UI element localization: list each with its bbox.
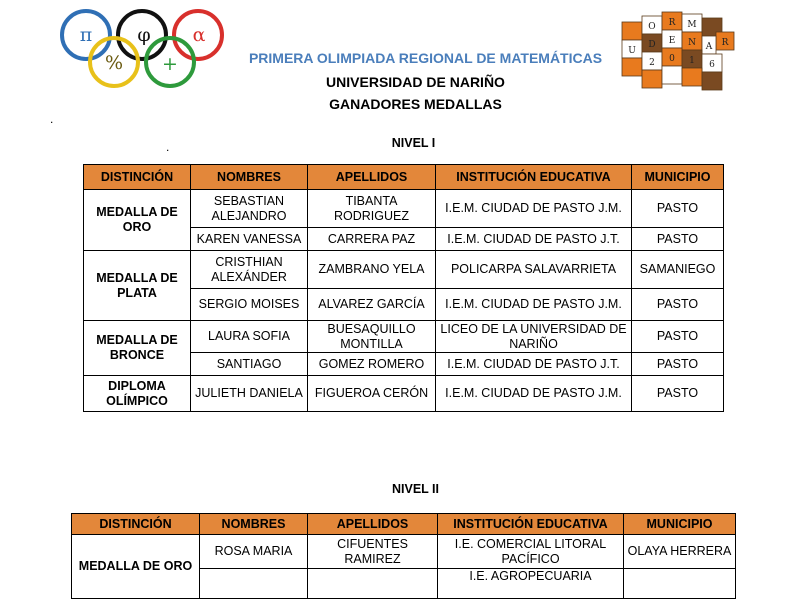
institucion-cell: I.E.M. CIUDAD DE PASTO J.M.: [436, 289, 632, 321]
nivel-1-table: [83, 164, 724, 412]
logo-letter: D: [648, 40, 656, 50]
institucion-cell: I.E. AGROPECUARIA: [438, 569, 624, 599]
municipio-cell: PASTO: [632, 321, 724, 353]
stray-dot: .: [166, 140, 170, 154]
distinction-cell: MEDALLA DE ORO: [84, 190, 191, 251]
logo-letter: R: [668, 18, 676, 28]
municipio-cell: PASTO: [632, 228, 724, 251]
column-header: MUNICIPIO: [632, 165, 724, 190]
pi-symbol: π: [79, 24, 93, 46]
apellidos-cell: [308, 569, 438, 599]
logo-letter: 0: [669, 54, 675, 64]
apellidos-cell: CARRERA PAZ: [308, 228, 436, 251]
nombres-cell: JULIETH DANIELA: [191, 376, 308, 412]
distinction-cell: MEDALLA DE BRONCE: [84, 321, 191, 376]
plus-symbol: +: [162, 53, 178, 75]
column-header: NOMBRES: [200, 514, 308, 535]
table-header-row: [72, 514, 736, 535]
table-row: [84, 321, 724, 353]
table-row: [84, 190, 724, 228]
column-header: APELLIDOS: [308, 165, 436, 190]
institucion-cell: I.E.M. CIUDAD DE PASTO J.T.: [436, 353, 632, 376]
phi-symbol: φ: [137, 24, 151, 46]
logo-letter: N: [688, 38, 696, 48]
apellidos-cell: TIBANTA RODRIGUEZ: [308, 190, 436, 228]
column-header: DISTINCIÓN: [72, 514, 200, 535]
logo-letter: E: [668, 36, 676, 46]
column-header: DISTINCIÓN: [84, 165, 191, 190]
stray-dot: .: [50, 112, 54, 126]
institucion-cell: I.E. COMERCIAL LITORAL PACÍFICO: [438, 535, 624, 569]
apellidos-cell: ZAMBRANO YELA: [308, 251, 436, 289]
nombres-cell: [200, 569, 308, 599]
event-title: PRIMERA OLIMPIADA REGIONAL DE MATEMÁTICAS: [248, 50, 603, 66]
municipio-cell: [624, 569, 736, 599]
institucion-cell: I.E.M. CIUDAD DE PASTO J.M.: [436, 190, 632, 228]
percent-symbol: %: [104, 52, 124, 74]
logo-letter: U: [628, 46, 636, 56]
distinction-cell: MEDALLA DE ORO: [72, 535, 200, 599]
municipio-cell: PASTO: [632, 376, 724, 412]
column-header: INSTITUCIÓN EDUCATIVA: [436, 165, 632, 190]
nombres-cell: LAURA SOFIA: [191, 321, 308, 353]
institucion-cell: POLICARPA SALAVARRIETA: [436, 251, 632, 289]
municipio-cell: OLAYA HERRERA: [624, 535, 736, 569]
municipio-cell: PASTO: [632, 353, 724, 376]
table-row: [84, 251, 724, 289]
apellidos-cell: GOMEZ ROMERO: [308, 353, 436, 376]
column-header: NOMBRES: [191, 165, 308, 190]
nivel-2-heading: NIVEL II: [391, 482, 439, 496]
logo-letter: 1: [689, 56, 695, 66]
alpha-symbol: α: [192, 24, 206, 46]
logo-letter: M: [687, 20, 697, 30]
apellidos-cell: ALVAREZ GARCÍA: [308, 289, 436, 321]
nombres-cell: SEBASTIAN ALEJANDRO: [191, 190, 308, 228]
nivel-2-table: [71, 513, 736, 599]
institucion-cell: I.E.M. CIUDAD DE PASTO J.M.: [436, 376, 632, 412]
column-header: MUNICIPIO: [624, 514, 736, 535]
nombres-cell: CRISTHIAN ALEXÁNDER: [191, 251, 308, 289]
logo-letter: 2: [649, 58, 655, 68]
table-header-row: [84, 165, 724, 190]
nombres-cell: ROSA MARIA: [200, 535, 308, 569]
institucion-cell: LICEO DE LA UNIVERSIDAD DE NARIÑO: [436, 321, 632, 353]
logo-letter: 6: [709, 60, 715, 70]
column-header: INSTITUCIÓN EDUCATIVA: [438, 514, 624, 535]
apellidos-cell: CIFUENTES RAMIREZ: [308, 535, 438, 569]
apellidos-cell: FIGUEROA CERÓN: [308, 376, 436, 412]
apellidos-cell: BUESAQUILLO MONTILLA: [308, 321, 436, 353]
nivel-1-heading: NIVEL I: [391, 136, 436, 150]
logo-letter: A: [705, 42, 713, 52]
distinction-cell: MEDALLA DE PLATA: [84, 251, 191, 321]
logo-letter: R: [721, 38, 729, 48]
table-row: [84, 376, 724, 412]
logo-letter: O: [648, 22, 656, 32]
municipio-cell: PASTO: [632, 289, 724, 321]
nombres-cell: KAREN VANESSA: [191, 228, 308, 251]
column-header: APELLIDOS: [308, 514, 438, 535]
university-title: UNIVERSIDAD DE NARIÑO: [326, 74, 505, 90]
institucion-cell: I.E.M. CIUDAD DE PASTO J.T.: [436, 228, 632, 251]
document-subtitle: GANADORES MEDALLAS: [329, 96, 502, 112]
municipio-cell: SAMANIEGO: [632, 251, 724, 289]
municipio-cell: PASTO: [632, 190, 724, 228]
nombres-cell: SERGIO MOISES: [191, 289, 308, 321]
table-row: [72, 535, 736, 569]
distinction-cell: DIPLOMA OLÍMPICO: [84, 376, 191, 412]
nombres-cell: SANTIAGO: [191, 353, 308, 376]
